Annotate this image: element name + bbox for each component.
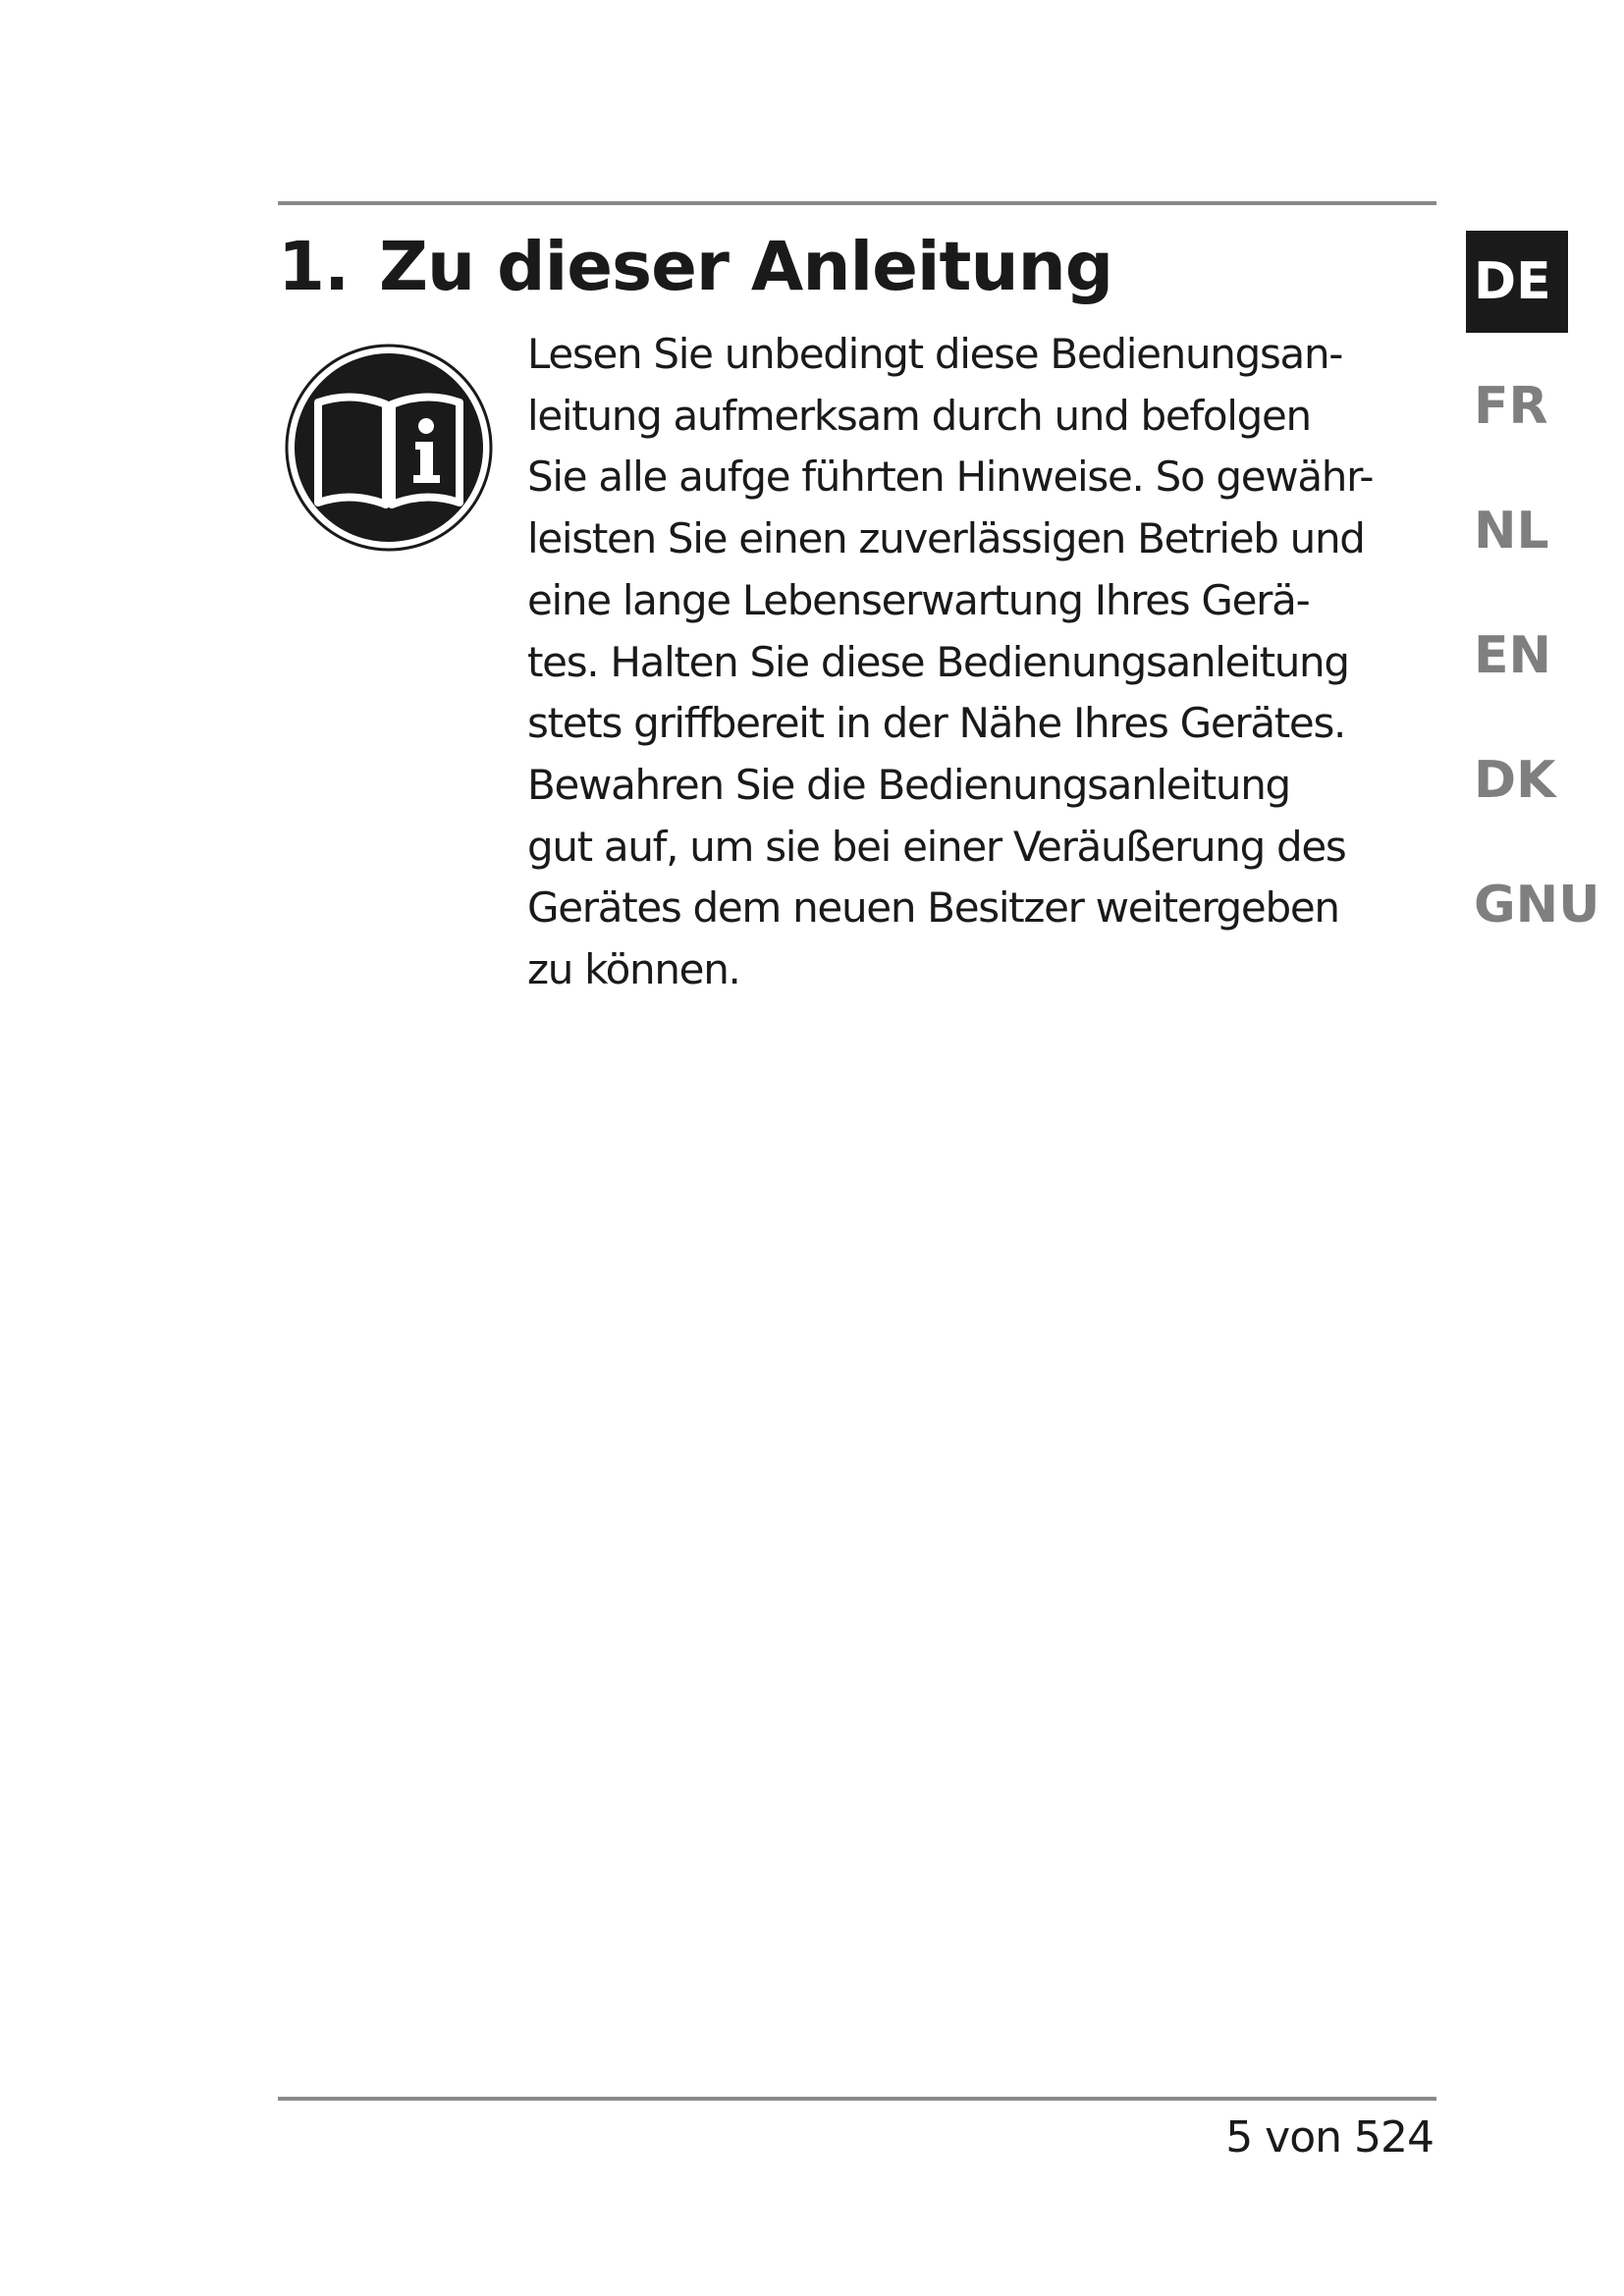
paragraph-line: tes. Halten Sie diese Bedienungsanleitung bbox=[527, 637, 1349, 686]
section-heading bbox=[278, 218, 1112, 316]
paragraph-line: leitung aufmerksam durch und befolgen bbox=[527, 391, 1311, 440]
tab-fr[interactable]: FR bbox=[1474, 377, 1548, 436]
paragraph-line: eine lange Lebenserwartung Ihres Gerä- bbox=[527, 575, 1310, 624]
paragraph-line: gut auf, um sie bei einer Veräußerung des bbox=[527, 822, 1346, 871]
tab-de[interactable]: DE bbox=[1466, 231, 1568, 333]
paragraph-line: Sie alle aufge führten Hinweise. So gewähr- bbox=[527, 453, 1374, 502]
paragraph-line: Lesen Sie unbedingt diese Bedienungsan- bbox=[527, 330, 1343, 378]
section-title: Zu dieser Anleitung bbox=[379, 228, 1113, 306]
tab-dk[interactable]: DK bbox=[1474, 751, 1556, 810]
language-tabs bbox=[1466, 231, 1600, 979]
tab-en[interactable]: EN bbox=[1474, 626, 1552, 685]
paragraph-line: Bewahren Sie die Bedienungsanleitung bbox=[527, 760, 1290, 809]
intro-paragraph bbox=[527, 324, 1450, 1001]
page-number: 5 von 524 bbox=[1225, 2112, 1434, 2163]
paragraph-line: zu können. bbox=[527, 945, 740, 994]
manual-info-icon bbox=[285, 344, 493, 552]
top-rule bbox=[278, 201, 1436, 205]
bottom-rule bbox=[278, 2097, 1436, 2101]
tab-nl[interactable]: NL bbox=[1474, 502, 1549, 561]
paragraph-line: leisten Sie einen zuverlässigen Betrieb und bbox=[527, 514, 1365, 563]
paragraph-line: stets griffbereit in der Nähe Ihres Gerätes. bbox=[527, 699, 1346, 748]
paragraph-line: Gerätes dem neuen Besitzer weitergeben bbox=[527, 883, 1339, 933]
section-number: 1. bbox=[278, 228, 350, 306]
tab-gnu[interactable]: GNU bbox=[1474, 876, 1600, 934]
